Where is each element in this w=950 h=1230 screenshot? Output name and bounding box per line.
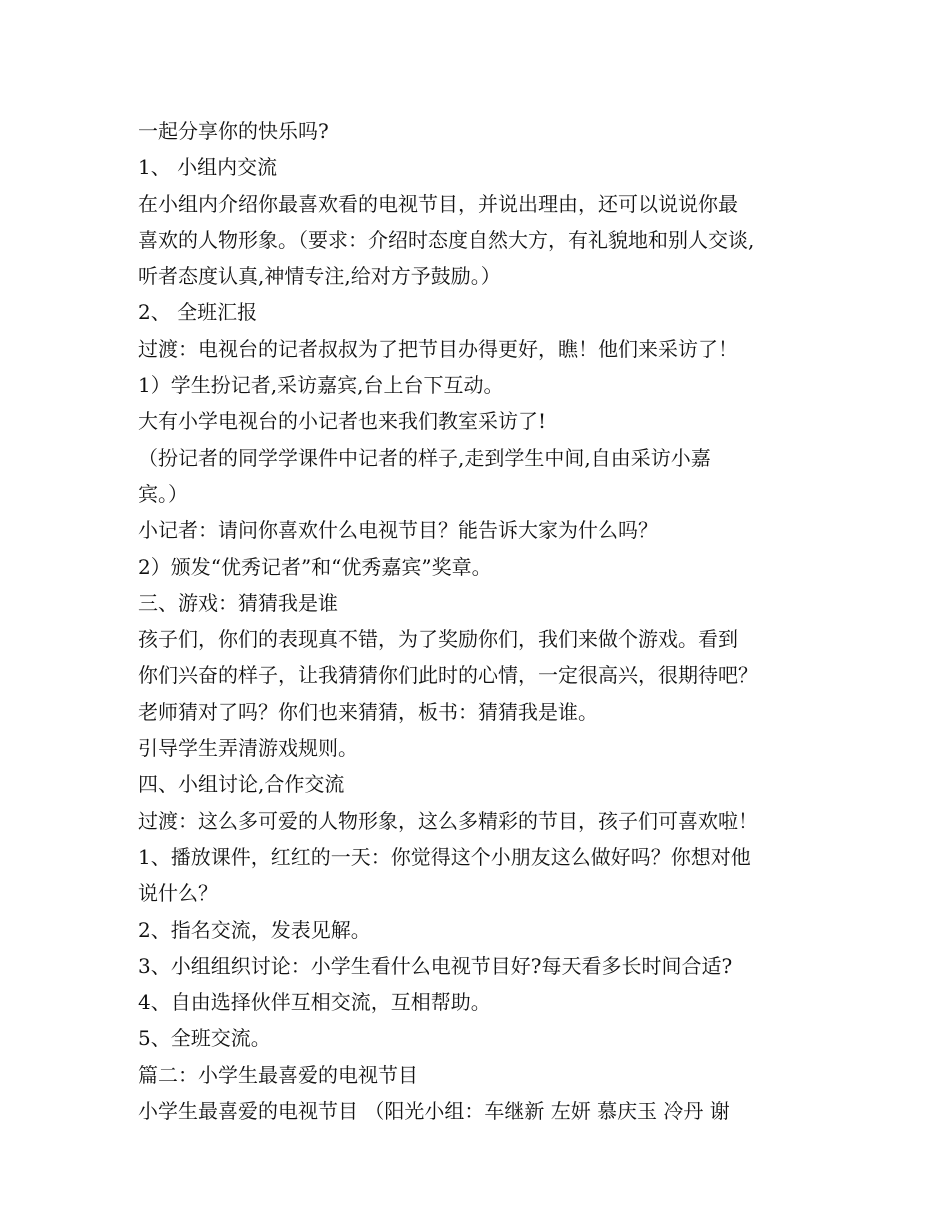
text-line: 你们兴奋的样子，让我猜猜你们此时的心情，一定很高兴，很期待吧？ <box>138 663 758 688</box>
text-line: 2、指名交流，发表见解。 <box>138 917 371 942</box>
text-line: 1、 小组内交流 <box>138 155 278 180</box>
text-line: 1、播放课件，红红的一天：你觉得这个小朋友这么做好吗？你想对他 <box>138 844 751 869</box>
text-line: 2）颁发“优秀记者”和“优秀嘉宾”奖章。 <box>138 554 492 579</box>
text-line: 老师猜对了吗？你们也来猜猜，板书：猜猜我是谁。 <box>138 699 598 724</box>
text-line: 孩子们，你们的表现真不错，为了奖励你们，我们来做个游戏。看到 <box>138 627 738 652</box>
text-line: 1）学生扮记者,采访嘉宾,台上台下互动。 <box>138 373 504 398</box>
text-line: 5、全班交流。 <box>138 1026 271 1051</box>
text-line: 小学生最喜爱的电视节目 （阳光小组：车继新 左妍 慕庆玉 冷丹 谢 <box>138 1099 730 1124</box>
text-line: 引导学生弄清游戏规则。 <box>138 736 358 761</box>
text-line: 3、小组组织讨论：小学生看什么电视节目好?每天看多长时间合适? <box>138 953 733 978</box>
text-line: 一起分享你的快乐吗? <box>138 119 329 143</box>
text-line: 大有小学电视台的小记者也来我们教室采访了! <box>138 409 547 434</box>
text-line: 听者态度认真,神情专注,给对方予鼓励。） <box>138 264 501 289</box>
section-heading: 四、小组讨论,合作交流 <box>138 772 345 797</box>
section-heading: 三、游戏：猜猜我是谁 <box>138 590 338 615</box>
text-line: 宾。） <box>138 481 188 506</box>
article-heading: 篇二：小学生最喜爱的电视节目 <box>138 1062 418 1087</box>
text-line: 4、自由选择伙伴互相交流，互相帮助。 <box>138 990 491 1015</box>
text-line: （扮记者的同学学课件中记者的样子,走到学生中间,自由采访小嘉 <box>138 445 711 470</box>
text-line: 过渡：电视台的记者叔叔为了把节目办得更好，瞧！他们来采访了！ <box>138 336 738 361</box>
text-line: 说什么？ <box>138 881 218 906</box>
text-line: 在小组内介绍你最喜欢看的电视节目，并说出理由，还可以说说你最 <box>138 191 738 216</box>
text-line: 过渡：这么多可爱的人物形象，这么多精彩的节目，孩子们可喜欢啦！ <box>138 808 758 833</box>
text-line: 小记者：请问你喜欢什么电视节目？能告诉大家为什么吗？ <box>138 518 658 543</box>
text-line: 2、 全班汇报 <box>138 300 258 325</box>
document-body <box>138 113 818 1129</box>
text-line: 喜欢的人物形象。（要求：介绍时态度自然大方，有礼貌地和别人交谈, <box>138 227 755 252</box>
